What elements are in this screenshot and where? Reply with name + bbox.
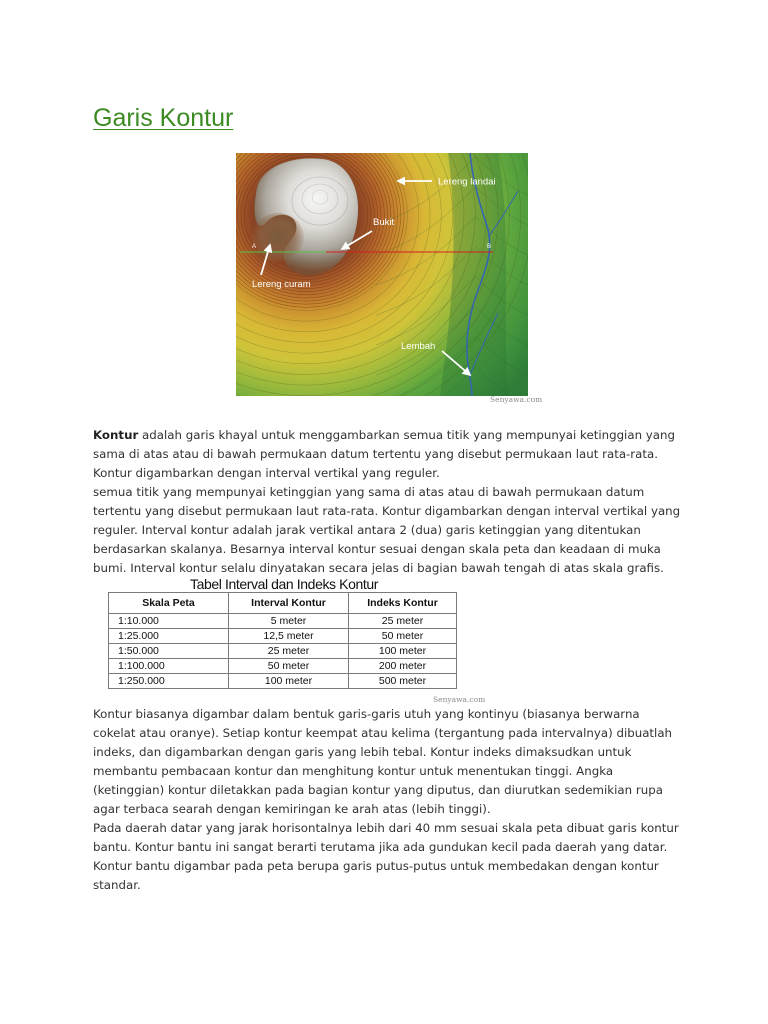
- cell-map-scale: 1:25.000: [109, 629, 229, 644]
- paragraph-line: Pada daerah datar yang jarak horisontalnya lebih dari 40 mm sesuai skala peta dibuat garis kontur: [93, 821, 679, 835]
- paragraph-line: tertentu yang disebut permukaan laut rata-rata. Kontur digambarkan dengan interval vertikal yang: [93, 504, 681, 518]
- cell-map-scale: 1:100.000: [109, 659, 229, 674]
- cell-index-contour: 100 meter: [349, 644, 457, 659]
- point-b-label: B: [487, 244, 492, 250]
- table-row: [109, 614, 457, 629]
- contour-map-illustration: [236, 153, 528, 396]
- column-header-map-scale: Skala Peta: [109, 593, 229, 614]
- paragraph-line: reguler. Interval kontur adalah jarak vertikal antara 2 (dua) garis ketinggian yang ditentukan: [93, 523, 641, 537]
- paragraph-line: (ketinggian) kontur diletakkan pada bagian kontur yang diputus, dan diurutkan sedemikian rupa: [93, 783, 663, 797]
- table-row: [109, 629, 457, 644]
- map-caption: Senyawa.com: [490, 395, 543, 404]
- cell-index-contour: 200 meter: [349, 659, 457, 674]
- cell-index-contour: 25 meter: [349, 614, 457, 629]
- paragraph-line: Kontur digambarkan dengan interval vertikal yang reguler.: [93, 466, 440, 480]
- cell-contour-interval: 25 meter: [229, 644, 349, 659]
- paragraph-line: bantu. Kontur bantu ini sangat berarti terutama jika ada gundukan kecil pada daerah yang datar.: [93, 840, 668, 854]
- contour-interval-table: [108, 592, 457, 689]
- cell-map-scale: 1:50.000: [109, 644, 229, 659]
- steep-slope-label: Lereng curam: [252, 279, 311, 290]
- cell-contour-interval: 50 meter: [229, 659, 349, 674]
- paragraph-line: sama di atas atau di bawah permukaan datum tertentu yang disebut permukaan laut rata-rata.: [93, 447, 658, 461]
- column-header-index-contour: Indeks Kontur: [349, 593, 457, 614]
- bold-term: Kontur: [93, 428, 139, 442]
- paragraph-line: agar terbaca searah dengan kemiringan ke arah atas (lebih tinggi).: [93, 802, 491, 816]
- cell-map-scale: 1:250.000: [109, 674, 229, 689]
- page-title: Garis Kontur: [93, 104, 234, 132]
- table-row: [109, 659, 457, 674]
- paragraph-line: indeks, dan digambarkan dengan garis yang lebih tebal. Kontur indeks dimaksudkan untuk: [93, 745, 632, 759]
- paragraph-line: Kontur bantu digambar pada peta berupa garis putus-putus untuk membedakan dengan kontur: [93, 859, 659, 873]
- table-header-row: [109, 593, 457, 614]
- paragraph-line: standar.: [93, 878, 141, 892]
- hill-label: Bukit: [373, 217, 395, 228]
- paragraph-line: semua titik yang mempunyai ketinggian yang sama di atas atau di bawah permukaan datum: [93, 485, 645, 499]
- cell-contour-interval: 12,5 meter: [229, 629, 349, 644]
- paragraph-line: membantu pembacaan kontur dan menghitung kontur untuk menentukan tinggi. Angka: [93, 764, 614, 778]
- table-caption: Senyawa.com: [433, 695, 486, 704]
- gentle-slope-label: Lereng landai: [438, 176, 496, 188]
- table-title: Tabel Interval dan Indeks Kontur: [190, 576, 378, 592]
- paragraph-line: berdasarkan skalanya. Besarnya interval kontur sesuai dengan skala peta dan keadaan di muka: [93, 542, 661, 556]
- intro-paragraph: [93, 426, 680, 578]
- paragraph-line: bumi. Interval kontur selalu dinyatakan secara jelas di bagian bawah tengah di atas skala grafis.: [93, 561, 664, 575]
- table-row: [109, 674, 457, 689]
- cell-contour-interval: 100 meter: [229, 674, 349, 689]
- cell-index-contour: 500 meter: [349, 674, 457, 689]
- table-row: [109, 644, 457, 659]
- paragraph-line: cokelat atau oranye). Setiap kontur keempat atau kelima (tergantung pada intervalnya) dibuatlah: [93, 726, 673, 740]
- cell-contour-interval: 5 meter: [229, 614, 349, 629]
- point-a-label: A: [252, 244, 257, 250]
- hill-cove: [252, 213, 304, 261]
- paragraph-line: Kontur biasanya digambar dalam bentuk garis-garis utuh yang kontinyu (biasanya berwarna: [93, 707, 640, 721]
- body-paragraph: [93, 705, 679, 895]
- line-text: adalah garis khayal untuk menggambarkan semua titik yang mempunyai ketinggian yang: [138, 428, 675, 442]
- valley-label: Lembah: [401, 341, 436, 352]
- cell-map-scale: 1:10.000: [109, 614, 229, 629]
- cell-index-contour: 50 meter: [349, 629, 457, 644]
- column-header-contour-interval: Interval Kontur: [229, 593, 349, 614]
- paragraph-line: [93, 426, 680, 445]
